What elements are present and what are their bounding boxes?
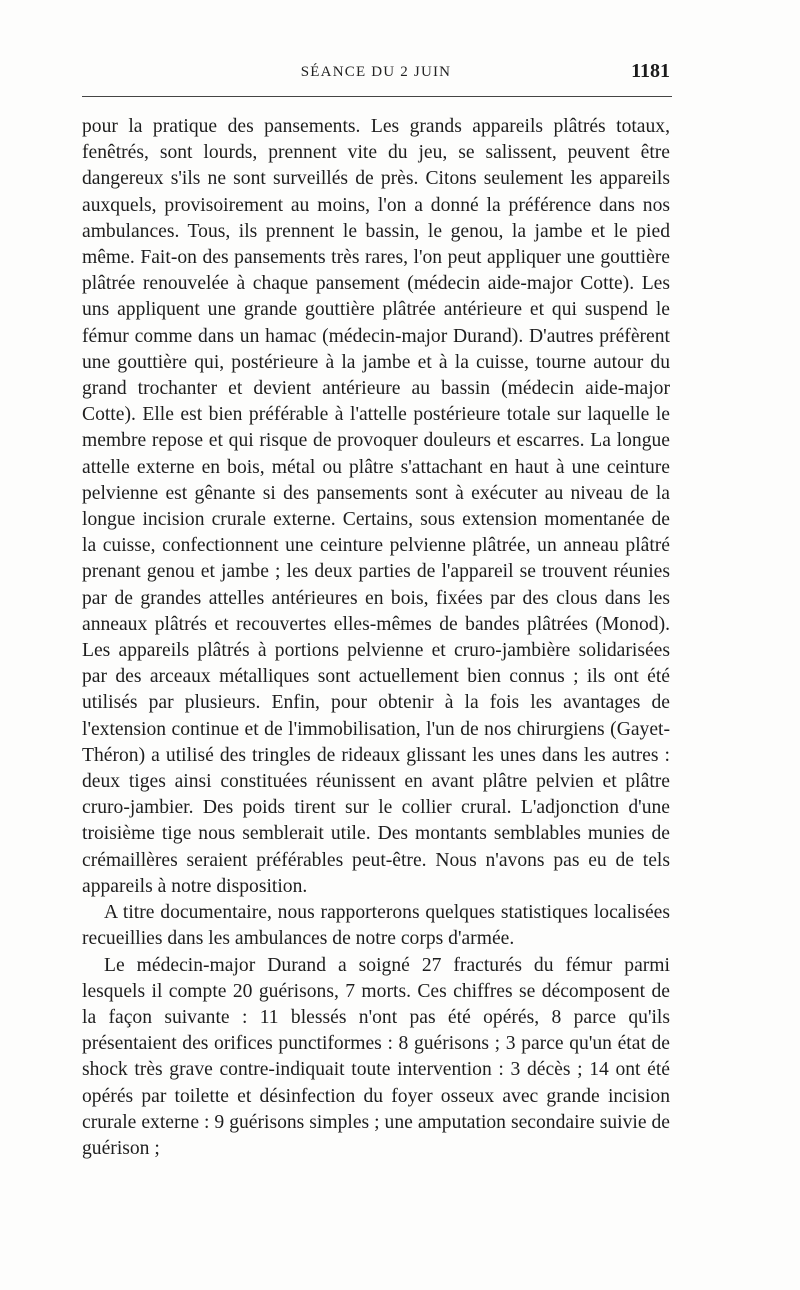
running-title: SÉANCE DU 2 JUIN xyxy=(300,64,452,80)
header-rule xyxy=(82,96,672,97)
running-head xyxy=(82,58,670,88)
paragraph-statistics-intro: A titre documentaire, nous rapporterons quelques statistiques localisées recueillies dans les ambulances de notre corps d'armée. xyxy=(82,902,670,950)
body-text xyxy=(82,114,670,1162)
page-number: 1181 xyxy=(631,60,670,82)
paragraph-durand-statistics: Le médecin-major Durand a soigné 27 fracturés du fémur parmi lesquels il compte 20 guérisons, 7 morts. Ces chiffres se décomposent de la façon suivante : 11 blessés n'ont pas été opérés, 8 parce qu'ils présentaient des orifices punctiformes : 8 guérisons ; 3 parce qu'un état de shock très grave contre-indiquait toute intervention : 3 décès ; 14 ont été opérés par toilette et désinfection du foyer osseux avec grande incision crurale externe : 9 guérisons simples ; une amputation secondaire suivie de guérison ; xyxy=(82,954,670,1159)
paragraph-continuation: pour la pratique des pansements. Les grands appareils plâtrés totaux, fenêtrés, sont lourds, prennent vite du jeu, se salissent, peuvent être dangereux s'ils ne sont surveillés de près. Citons seulement les appareils auxquels, provisoirement au moins, l'on a donné la préférence dans nos ambulances. Tous, ils prennent le bassin, le genou, la jambe et le pied même. Fait-on des pansements très rares, l'on peut appliquer une gouttière plâtrée renouvelée à chaque pansement (médecin aide-major Cotte). Les uns appliquent une grande gouttière plâtrée antérieure et qui suspend le fémur comme dans un hamac (médecin-major Durand). D'autres préfèrent une gouttière qui, postérieure à la jambe et à la cuisse, tourne autour du grand trochanter et devient antérieure au bassin (médecin aide-major Cotte). Elle est bien préférable à l'attelle postérieure totale sur laquelle le membre repose et qui risque de provoquer douleurs et escarres. La longue attelle externe en bois, métal ou plâtre s'attachant en haut à une ceinture pelvienne est gênante si des pansements sont à exécuter au niveau de la longue incision crurale externe. Certains, sous extension momentanée de la cuisse, confectionnent une ceinture pelvienne plâtrée, un anneau plâtré prenant genou et jambe ; les deux parties de l'appareil se trouvent réunies par de grandes attelles antérieures en bois, fixées par des clous dans les anneaux plâtrés et recouvertes elles-mêmes de bandes plâtrées (Monod). Les appareils plâtrés à portions pelvienne et cruro-jambière solidarisées par des arceaux métalliques sont actuellement bien connus ; ils ont été utilisés par plusieurs. Enfin, pour obtenir à la fois les avantages de l'extension continue et de l'immobilisation, l'un de nos chirurgiens (Gayet-Théron) a utilisé des tringles de rideaux glissant les unes dans les autres : deux tiges ainsi constituées réunissent en avant plâtre pelvien et plâtre cruro-jambier. Des poids tirent sur le collier crural. L'adjonction d'une troisième tige nous semblerait utile. Des montants semblables munies de crémaillères seraient préférables peut-être. Nous n'avons pas eu de tels appareils à notre disposition. xyxy=(82,116,670,897)
